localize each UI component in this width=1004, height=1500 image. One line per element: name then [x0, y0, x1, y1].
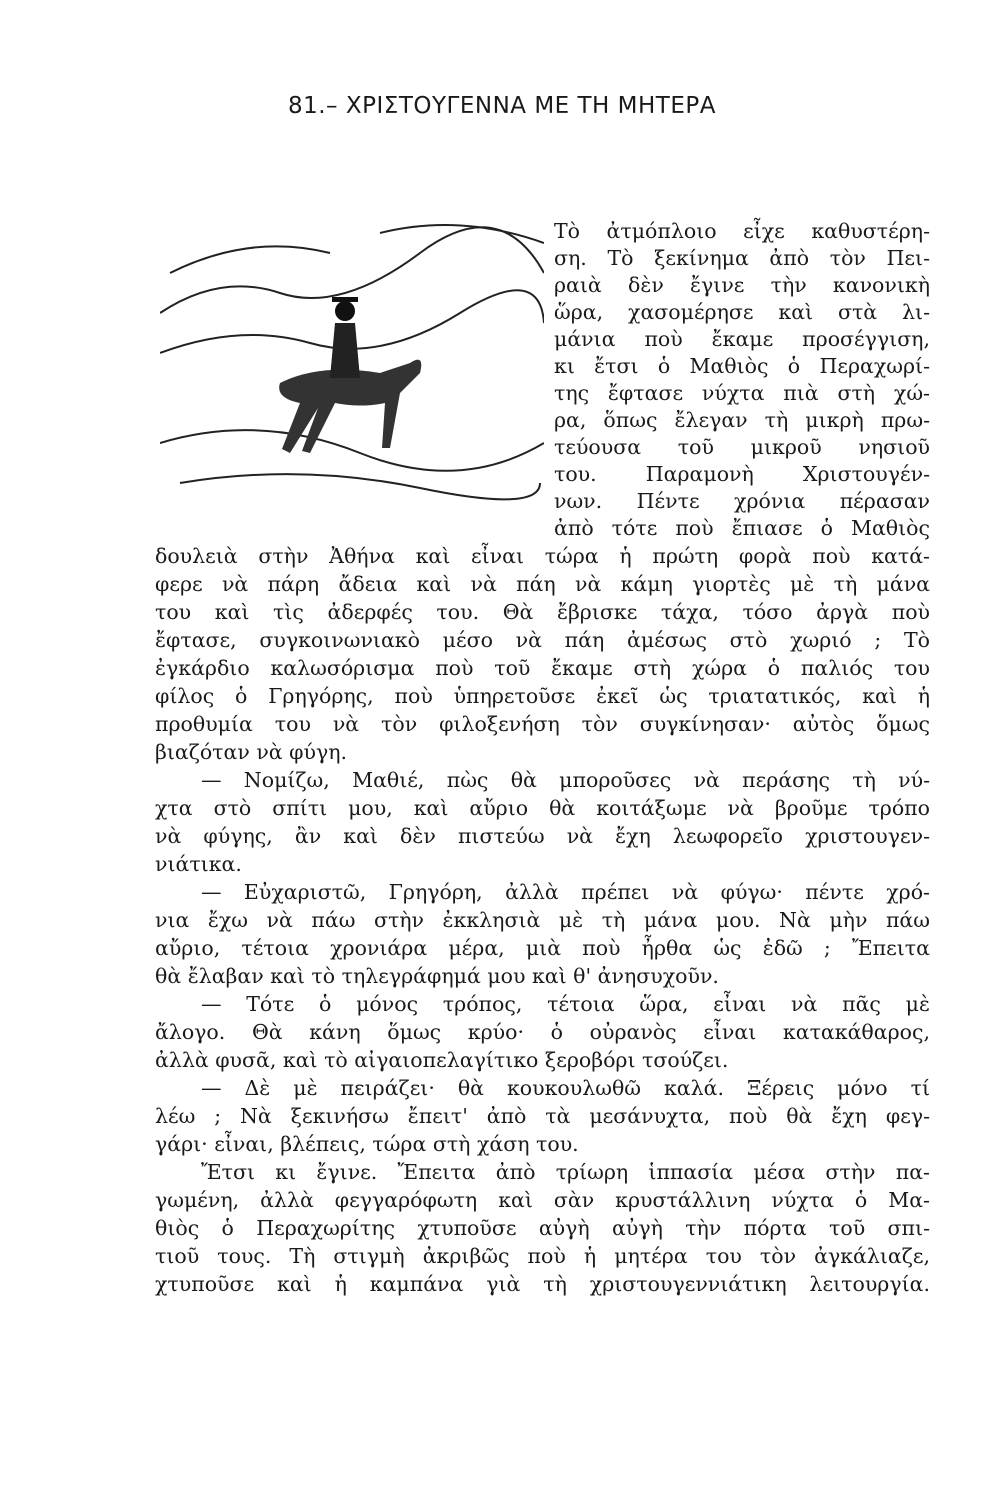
text-line: λέω ; Νὰ ξεκινήσω ἔπειτ' ἀπὸ τὰ μεσάνυχτα, ποὺ θὰ ἔχη φεγ-	[155, 1104, 930, 1128]
text-line: ἄλογο. Θὰ κάνη ὅμως κρύο· ὁ οὐρανὸς εἶναι κατακάθαρος,	[155, 1020, 930, 1044]
text-line: του καὶ τὶς ἀδερφές του. Θὰ ἔβρισκε τάχα, τόσο ἀργὰ ποὺ	[155, 600, 930, 624]
text-line: θιὸς ὁ Περαχωρίτης χτυποῦσε αὐγὴ αὐγὴ τὴν πόρτα τοῦ σπι-	[155, 1216, 930, 1240]
text-line: μάνια ποὺ ἔκαμε προσέγγιση,	[554, 327, 930, 351]
text-line: γωμένη, ἀλλὰ φεγγαρόφωτη καὶ σὰν κρυστάλλινη νύχτα ὁ Μα-	[155, 1188, 930, 1212]
text-line: δουλειὰ στὴν Ἀθήνα καὶ εἶναι τώρα ἡ πρώτη φορὰ ποὺ κατά-	[155, 544, 930, 568]
text-line: χτυποῦσε καὶ ἡ καμπάνα γιὰ τὴ χριστουγεννιάτικη λειτουργία.	[155, 1272, 930, 1296]
text-line: θὰ ἔλαβαν καὶ τὸ τηλεγράφημά μου καὶ θ' ἀνησυχοῦν.	[155, 964, 719, 988]
text-line: ἀπὸ τότε ποὺ ἔπιασε ὁ Μαθιὸς	[554, 516, 930, 540]
text-line: τεύουσα τοῦ μικροῦ νησιοῦ	[554, 435, 930, 459]
text-line: ραιὰ δὲν ἔγινε τὴν κανονικὴ	[554, 273, 930, 297]
text-line: Ἔτσι κι ἔγινε. Ἔπειτα ἀπὸ τρίωρη ἱππασία μέσα στὴν πα-	[201, 1160, 930, 1184]
text-line: χτα στὸ σπίτι μου, καὶ αὔριο θὰ κοιτάξωμε νὰ βροῦμε τρόπο	[155, 796, 930, 820]
text-line: προθυμία του νὰ τὸν φιλοξενήση τὸν συγκίνησαν· αὐτὸς ὅμως	[155, 712, 930, 736]
text-line: βιαζόταν νὰ φύγη.	[155, 740, 348, 764]
text-line: αὔριο, τέτοια χρονιάρα μέρα, μιὰ ποὺ ἦρθα ὡς ἐδῶ ; Ἔπειτα	[155, 936, 930, 960]
text-line: ἔφτασε, συγκοινωνιακὸ μέσο νὰ πάη ἀμέσως στὸ χωριό ; Τὸ	[155, 628, 930, 652]
text-line: — Δὲ μὲ πειράζει· θὰ κουκουλωθῶ καλά. Ξέρεις μόνο τί	[201, 1076, 930, 1100]
text-line: τιοῦ τους. Τὴ στιγμὴ ἀκριβῶς ποὺ ἡ μητέρα του τὸν ἀγκάλιαζε,	[155, 1244, 930, 1268]
text-line: Τὸ ἀτμόπλοιο εἶχε καθυστέρη-	[554, 219, 930, 243]
text-line: — Εὐχαριστῶ, Γρηγόρη, ἀλλὰ πρέπει νὰ φύγω· πέντε χρό-	[201, 880, 930, 904]
text-line: νὰ φύγης, ἂν καὶ δὲν πιστεύω νὰ ἔχη λεωφορεῖο χριστουγεν-	[155, 824, 930, 848]
text-line: φίλος ὁ Γρηγόρης, ποὺ ὑπηρετοῦσε ἐκεῖ ὡς τριατατικός, καὶ ἡ	[155, 684, 930, 708]
text-line: γάρι· εἶναι, βλέπεις, τώρα στὴ χάση του.	[155, 1132, 579, 1156]
text-line: ἀλλὰ φυσᾶ, καὶ τὸ αἰγαιοπελαγίτικο ξεροβόρι τσούζει.	[155, 1048, 729, 1072]
text-line: ὥρα, χασομέρησε καὶ στὰ λι-	[554, 300, 930, 324]
text-line: — Νομίζω, Μαθιέ, πὼς θὰ μποροῦσες νὰ περάσης τὴ νύ-	[201, 768, 930, 792]
page-title: 81.– ΧΡΙΣΤΟΥΓΕΝΝΑ ΜΕ ΤΗ ΜΗΤΕΡΑ	[287, 93, 716, 119]
text-line: ση. Τὸ ξεκίνημα ἀπὸ τὸν Πει-	[554, 246, 930, 270]
text-line: — Τότε ὁ μόνος τρόπος, τέτοια ὥρα, εἶναι νὰ πᾶς μὲ	[201, 992, 930, 1016]
text-line: ἐγκάρδιο καλωσόρισμα ποὺ τοῦ ἔκαμε στὴ χώρα ὁ παλιός του	[155, 656, 930, 680]
text-line: της ἔφτασε νύχτα πιὰ στὴ χώ-	[554, 381, 930, 405]
woodcut-horseman-illustration	[160, 213, 544, 513]
text-line: κι ἔτσι ὁ Μαθιὸς ὁ Περαχωρί-	[554, 354, 930, 378]
text-line: νιάτικα.	[155, 852, 242, 876]
text-line: ρα, ὅπως ἔλεγαν τὴ μικρὴ πρω-	[554, 408, 930, 432]
text-line: νων. Πέντε χρόνια πέρασαν	[554, 489, 930, 513]
text-line: φερε νὰ πάρη ἄδεια καὶ νὰ πάη νὰ κάμη γιορτὲς μὲ τὴ μάνα	[155, 572, 930, 596]
text-line: νια ἔχω νὰ πάω στὴν ἐκκλησιὰ μὲ τὴ μάνα μου. Νὰ μὴν πάω	[155, 908, 930, 932]
text-line: του. Παραμονὴ Χριστουγέν-	[554, 462, 930, 486]
